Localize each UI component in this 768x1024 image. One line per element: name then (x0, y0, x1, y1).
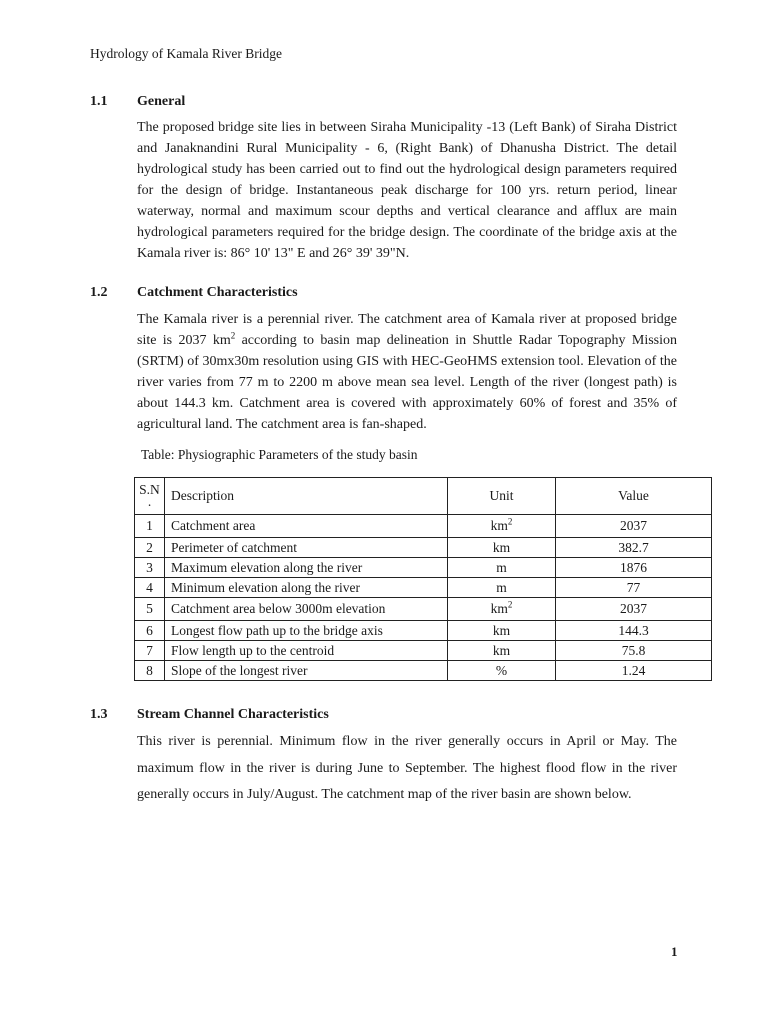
row-description: Catchment area below 3000m elevation (165, 598, 448, 621)
row-value: 144.3 (556, 621, 712, 641)
row-unit: km (448, 538, 556, 558)
row-unit: $km^2$ (448, 598, 556, 621)
row-value: 2037 (556, 515, 712, 538)
table-row (135, 578, 712, 598)
row-sn: 4 (135, 578, 165, 598)
row-value: 1.24 (556, 661, 712, 681)
header-description: Description (165, 478, 448, 515)
table-row (135, 598, 712, 621)
section-title: General (137, 94, 186, 109)
header-sn: S.N . (135, 478, 165, 515)
row-value: 75.8 (556, 641, 712, 661)
row-sn: 6 (135, 621, 165, 641)
row-sn: 5 (135, 598, 165, 621)
row-description: Maximum elevation along the river (165, 558, 448, 578)
section-number: 1.1 (90, 94, 108, 109)
table-row (135, 515, 712, 538)
physiographic-table (134, 477, 712, 681)
row-sn: 1 (135, 515, 165, 538)
row-sn: 2 (135, 538, 165, 558)
row-unit: m (448, 578, 556, 598)
section-paragraph: The proposed bridge site lies in between Siraha Municipality -13 (Left Bank) of Siraha District and Janaknandini Rural Municipality - 6, (Right Bank) of Dhanusha District. The detail hydrological study has been carried out to find out the hydrological design parameters required for the design of bridge. Instantaneous peak discharge for 100 yrs. return period, linear waterway, normal and maximum scour depths and vertical clearance and afflux are main hydrological parameters required for the bridge design. The coordinate of the bridge axis at the Kamala river is: 86° 10' 13" E and 26° 39' 39"N. (137, 120, 677, 261)
header-unit: Unit (448, 478, 556, 515)
table-row (135, 538, 712, 558)
section-title: Catchment Characteristics (137, 285, 298, 300)
section-paragraph: The Kamala river is a perennial river. The catchment area of Kamala river at proposed bridge site is 2037 $km^2$ according to basin map delineation in Shuttle Radar Topography Mission (SRTM) of 30mx30m resolution using GIS with HEC-GeoHMS extension tool. Elevation of the river varies from 77 m to 2200 m above mean sea level. Length of the river (longest path) is about 144.3 km. Catchment area is covered with approximately 60% of forest and 35% of agricultural land. The catchment area is fan-shaped. (137, 312, 678, 432)
row-description: Minimum elevation along the river (165, 578, 448, 598)
page-header: Hydrology of Kamala River Bridge (90, 46, 282, 61)
section-number: 1.3 (90, 707, 108, 722)
table-row (135, 621, 712, 641)
table-row (135, 558, 712, 578)
row-description: Perimeter of catchment (165, 538, 448, 558)
section-paragraph: This river is perennial. Minimum flow in the river generally occurs in April or May. The maximum flow in the river is during June to September. The highest flood flow in the river generally occurs in July/August. The catchment map of the river basin are shown below. (137, 734, 677, 802)
row-description: Flow length up to the centroid (165, 641, 448, 661)
section-number: 1.2 (90, 285, 108, 300)
section-title: Stream Channel Characteristics (137, 707, 329, 722)
page-number: 1 (671, 944, 678, 959)
row-value: 2037 (556, 598, 712, 621)
row-value: 77 (556, 578, 712, 598)
table-header-row (135, 478, 712, 515)
row-description: Longest flow path up to the bridge axis (165, 621, 448, 641)
row-sn: 7 (135, 641, 165, 661)
row-unit: km (448, 621, 556, 641)
table-row (135, 661, 712, 681)
row-unit: % (448, 661, 556, 681)
table-row (135, 641, 712, 661)
row-unit: km (448, 641, 556, 661)
row-description: Slope of the longest river (165, 661, 448, 681)
row-value: 382.7 (556, 538, 712, 558)
row-sn: 8 (135, 661, 165, 681)
row-sn: 3 (135, 558, 165, 578)
header-value: Value (556, 478, 712, 515)
row-description: Catchment area (165, 515, 448, 538)
table-caption: Table: Physiographic Parameters of the study basin (141, 447, 418, 462)
row-unit: m (448, 558, 556, 578)
row-unit: $km^2$ (448, 515, 556, 538)
row-value: 1876 (556, 558, 712, 578)
